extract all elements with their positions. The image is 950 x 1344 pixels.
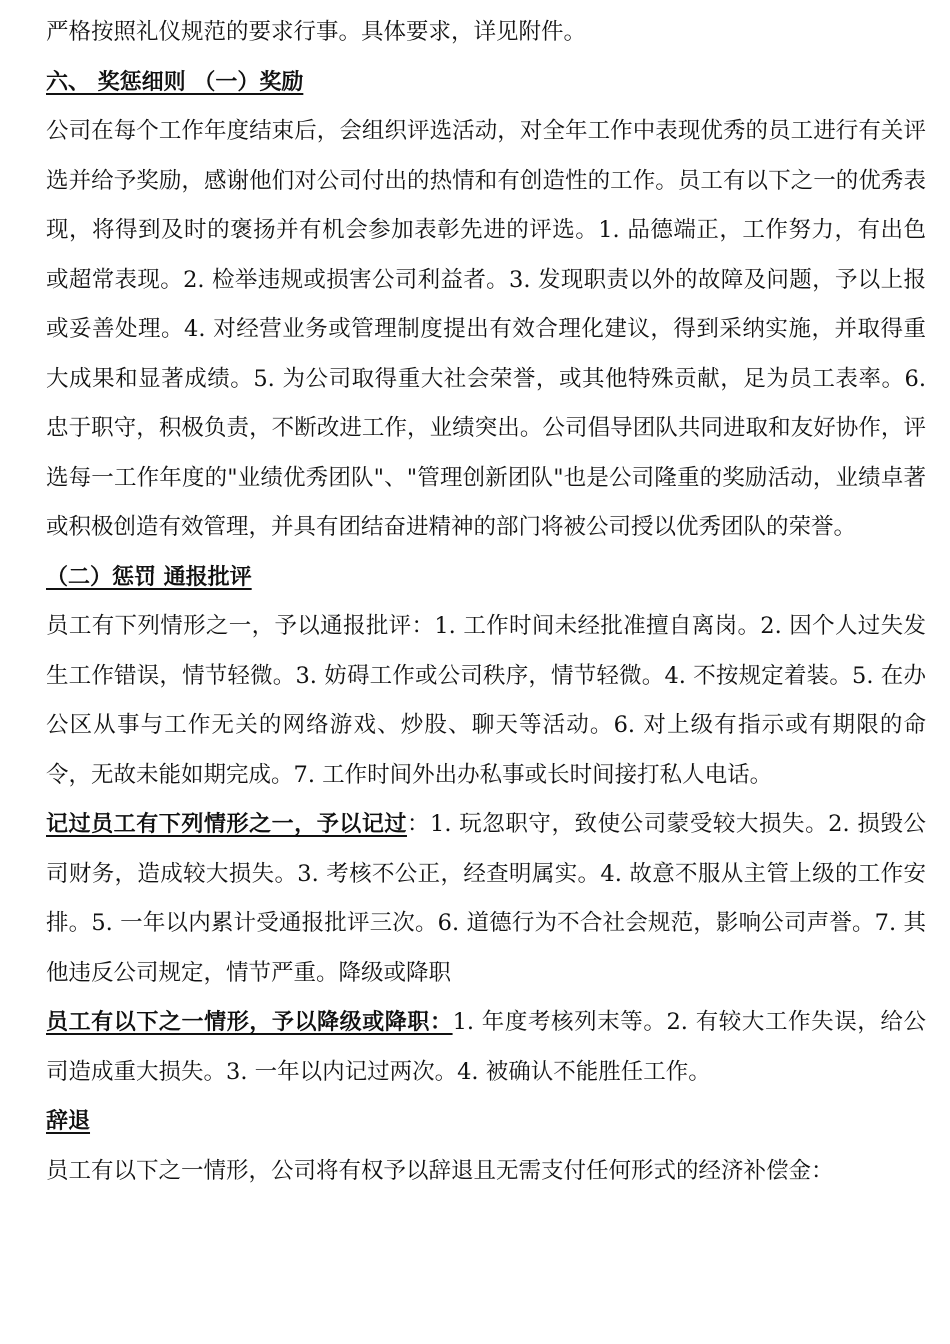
demerit-paragraph (46, 800, 926, 998)
penalty-heading (46, 553, 926, 603)
section-six-heading (46, 58, 926, 108)
dismissal-heading (46, 1097, 926, 1147)
dismissal-paragraph: 员工有以下之一情形，公司将有权予以辞退且无需支付任何形式的经济补偿金： (46, 1157, 834, 1184)
demerit-lead: 记过员工有下列情形之一，予以记过 (46, 812, 407, 837)
section-six-heading-text: 六、 奖惩细则 （一）奖励 (46, 69, 304, 95)
criticism-paragraph: 员工有下列情形之一，予以通报批评：1. 工作时间未经批准擅自离岗。2. 因个人过失发生工作错误，情节轻微。3. 妨碍工作或公司秩序，情节轻微。4. 不按规定着装。5. 在办公区从事与工作无关的网络游戏、炒股、聊天等活动。6. 对上级有指示或有期限的命令，无故未能如期完成。7. 工作时间外出办私事或长时间接打私人电话。 (46, 613, 926, 788)
reward-paragraph: 公司在每个工作年度结束后，会组织评选活动，对全年工作中表现优秀的员工进行有关评选并给予奖励，感谢他们对公司付出的热情和有创造性的工作。员工有以下之一的优秀表现，将得到及时的褒扬并有机会参加表彰先进的评选。1. 品德端正，工作努力，有出色或超常表现。2. 检举违规或损害公司利益者。3. 发现职责以外的故障及问题，予以上报或妥善处理。4. 对经营业务或管理制度提出有效合理化建议，得到采纳实施，并取得重大成果和显著成绩。5. 为公司取得重大社会荣誉，或其他特殊贡献，足为员工表率。6. 忠于职守，积极负责，不断改进工作，业绩突出。公司倡导团队共同进取和友好协作，评选每一工作年度的"业绩优秀团队"、"管理创新团队"也是公司隆重的奖励活动，业绩卓著或积极创造有效管理，并具有团结奋进精神的部门将被公司授以优秀团队的荣誉。 (46, 118, 926, 540)
intro-tail-paragraph: 严格按照礼仪规范的要求行事。具体要求，详见附件。 (46, 19, 587, 45)
penalty-heading-text: （二）惩罚 通报批评 (46, 564, 252, 590)
demotion-body: 1. 年度考核列末等。2. 有较大工作失误，给公司造成重大损失。3. 一年以内记过两次。4. 被确认不能胜任工作。 (46, 1009, 926, 1085)
demotion-paragraph (46, 998, 926, 1097)
document-page (46, 8, 926, 1196)
demotion-lead: 员工有以下之一情形，予以降级或降职： (46, 1010, 453, 1035)
demerit-body: ：1. 玩忽职守，致使公司蒙受较大损失。2. 损毁公司财务，造成较大损失。3. 考核不公正，经查明属实。4. 故意不服从主管上级的工作安排。5. 一年以内累计受通报批评三次。6. 道德行为不合社会规范，影响公司声誉。7. 其他违反公司规定，情节严重。降级或降职 (46, 811, 926, 986)
dismissal-heading-text: 辞退 (46, 1109, 91, 1134)
